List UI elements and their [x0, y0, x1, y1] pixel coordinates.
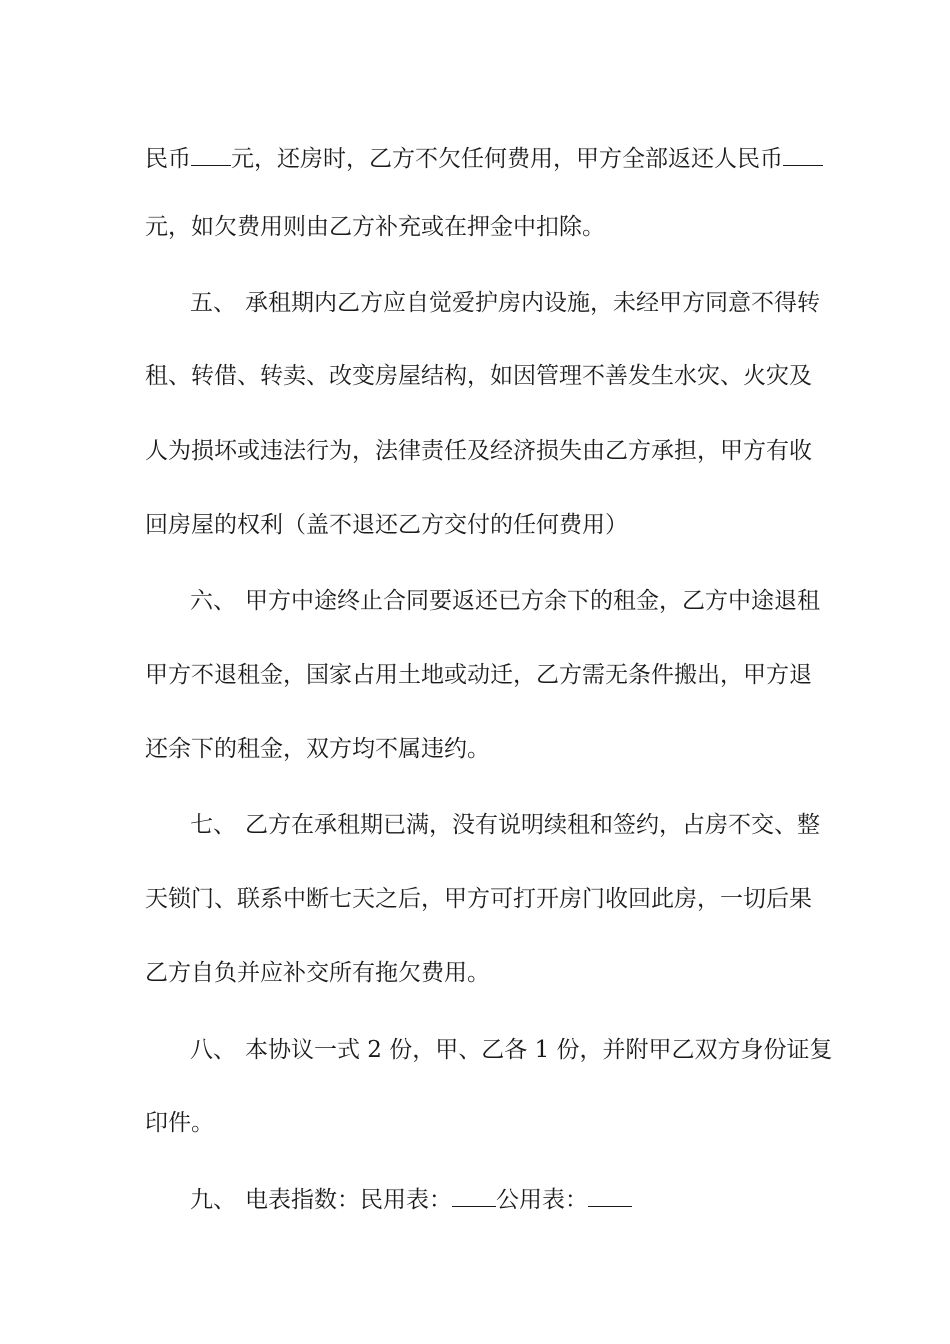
clause7-text1: 乙方在承租期已满，没有说明续租和签约，占房不交、整 [245, 812, 820, 838]
clause9-label-b: 公用表： [496, 1187, 588, 1213]
clause4-text-b: 元，还房时，乙方不欠任何费用，甲方全部返还人民币 [231, 146, 783, 172]
clause5-number: 五、 [190, 290, 236, 316]
clause5-line3: 人为损坏或违法行为，法律责任及经济损失由乙方承担，甲方有收 [145, 438, 812, 464]
clause4-line1 [145, 143, 825, 174]
clause7-line3: 乙方自负并应补交所有拖欠费用。 [145, 960, 490, 986]
blank-public-meter [588, 1184, 632, 1207]
clause5-line2: 租、转借、转卖、改变房屋结构，如因管理不善发生水灾、火灾及 [145, 363, 812, 389]
clause5-line1 [190, 288, 870, 318]
clause4-text-a: 民币 [145, 146, 191, 172]
clause7-line2: 天锁门、联系中断七天之后，甲方可打开房门收回此房，一切后果 [145, 886, 812, 912]
clause8-line2: 印件。 [145, 1110, 214, 1136]
blank-deposit-amount [191, 143, 231, 166]
clause8-number: 八、 [190, 1037, 236, 1063]
clause8-line1 [190, 1035, 870, 1065]
clause7-number: 七、 [190, 812, 236, 838]
clause9-line1 [190, 1184, 870, 1215]
clause7-line1 [190, 810, 870, 840]
clause9-label-a: 电表指数：民用表： [245, 1187, 452, 1213]
clause6-line3: 还余下的租金，双方均不属违约。 [145, 736, 490, 762]
blank-refund-amount [783, 143, 823, 166]
blank-residential-meter [452, 1184, 496, 1207]
clause9-number: 九、 [190, 1187, 236, 1213]
clause6-number: 六、 [190, 588, 236, 614]
clause6-text1: 甲方中途终止合同要返还已方余下的租金，乙方中途退租 [245, 588, 820, 614]
clause8-text1: 本协议一式 2 份，甲、乙各 1 份，并附甲乙双方身份证复 [245, 1037, 833, 1063]
clause6-line2: 甲方不退租金，国家占用土地或动迁，乙方需无条件搬出，甲方退 [145, 662, 812, 688]
clause5-line4: 回房屋的权利（盖不退还乙方交付的任何费用） [145, 512, 628, 538]
clause4-line2: 元，如欠费用则由乙方补充或在押金中扣除。 [145, 214, 605, 240]
clause5-text1: 承租期内乙方应自觉爱护房内设施，未经甲方同意不得转 [245, 290, 820, 316]
clause6-line1 [190, 586, 870, 616]
